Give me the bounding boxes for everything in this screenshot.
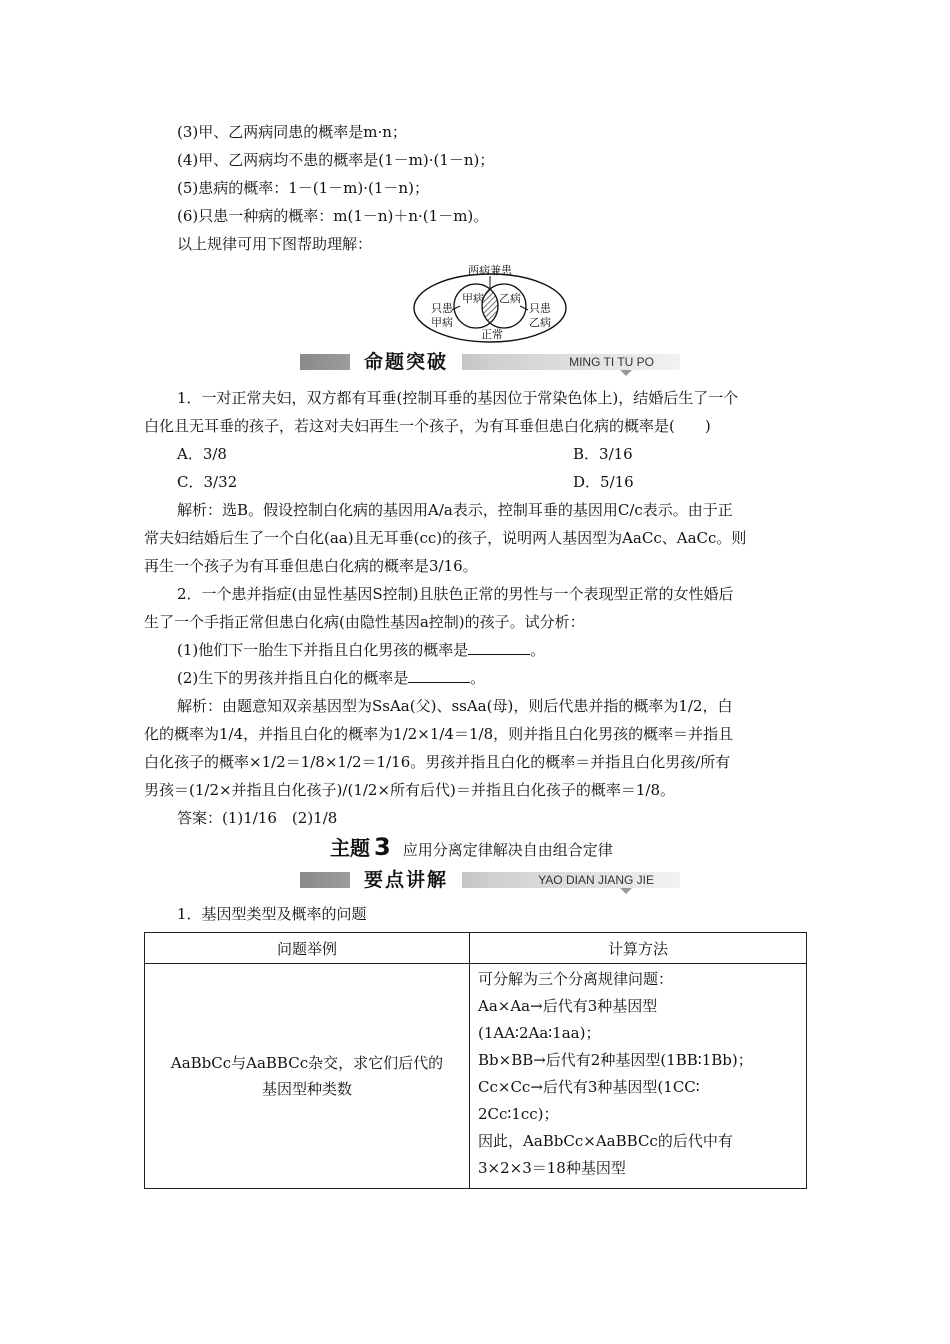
diagram-intro: 以上规律可用下图帮助理解： <box>177 235 373 253</box>
q1-explanation-1: 解析：选B。假设控制白化病的基因用A/a表示，控制耳垂的基因用C/c表示。由于正 <box>177 501 733 519</box>
topic-3-heading: 主题 3 应用分离定律解决自由组合定律 <box>330 833 613 861</box>
venn-diagram <box>410 262 570 344</box>
q1-explanation-3: 再生一个孩子为有耳垂但患白化病的概率是3/16。 <box>144 557 478 575</box>
label-normal: 正常 <box>481 328 503 341</box>
label-b: 乙病 <box>499 292 521 305</box>
q1-option-a: A．3/8 <box>177 445 227 463</box>
label-only-b-2: 乙病 <box>529 316 551 329</box>
rule-5: (5)患病的概率：1－(1－m)·(1－n)； <box>177 179 429 197</box>
table-header-example: 问题举例 <box>145 933 470 964</box>
q2-explanation-2: 化的概率为1/4，并指且白化的概率为1/2×1/4＝1/8，则并指且白化男孩的概率＝并指且 <box>144 725 734 743</box>
banner-yaodian <box>300 866 680 894</box>
label-both: 两病兼患 <box>468 264 512 277</box>
method-cell: 可分解为三个分离规律问题： Aa×Aa→后代有3种基因型 (1AA∶2Aa∶1aa)； Bb×BB→后代有2种基因型(1BB∶1Bb)； Cc×Cc→后代有3种基因型(1CC∶ 2Cc∶1cc)； 因此，AaBbCc×AaBBCc的后代中有 3×2×3＝18种基因型 <box>470 964 807 1189</box>
example-cell: AaBbCc与AaBBCc杂交，求它们后代的 基因型种类数 <box>145 964 470 1189</box>
rule-6: (6)只患一种病的概率：m(1－n)＋n·(1－m)。 <box>177 207 489 225</box>
q2-subquestion-2: (2)生下的男孩并指且白化的概率是 。 <box>177 669 486 687</box>
banner-pinyin: MING TI TU PO <box>569 355 654 369</box>
answer-blank[interactable] <box>468 640 530 655</box>
q2-subquestion-1: (1)他们下一胎生下并指且白化男孩的概率是 。 <box>177 641 546 659</box>
banner-mingti <box>300 348 680 376</box>
triangle-icon <box>620 888 632 894</box>
banner-title: 要点讲解 <box>350 866 462 894</box>
rule-3: (3)甲、乙两病同患的概率是m·n； <box>177 123 407 141</box>
rule-4: (4)甲、乙两病均不患的概率是(1－m)·(1－n)； <box>177 151 495 169</box>
q1-option-d: D．5/16 <box>573 473 634 491</box>
label-only-b-1: 只患 <box>529 302 551 315</box>
table-row <box>145 964 807 1189</box>
banner-pinyin: YAO DIAN JIANG JIE <box>538 873 654 887</box>
q1-option-c: C．3/32 <box>177 473 238 491</box>
method-table <box>144 932 807 1189</box>
q1-option-b: B．3/16 <box>573 445 633 463</box>
q2-explanation-1: 解析：由题意知双亲基因型为SsAa(父)、ssAa(母)，则后代患并指的概率为1/2，白 <box>177 697 733 715</box>
triangle-icon <box>620 370 632 376</box>
q1-stem-1: 1．一对正常夫妇，双方都有耳垂(控制耳垂的基因位于常染色体上)，结婚后生了一个 <box>177 389 739 407</box>
q2-explanation-3: 白化孩子的概率×1/2＝1/8×1/2＝1/16。男孩并指且白化的概率＝并指且白化男孩/所有 <box>144 753 731 771</box>
q2-explanation-4: 男孩＝(1/2×并指且白化孩子)/(1/2×所有后代)＝并指且白化孩子的概率＝1/8。 <box>144 781 676 799</box>
answer-blank[interactable] <box>408 668 470 683</box>
label-only-a-1: 只患 <box>431 302 453 315</box>
table-header-method: 计算方法 <box>470 933 807 964</box>
q2-stem-1: 2．一个患并指症(由显性基因S控制)且肤色正常的男性与一个表现型正常的女性婚后 <box>177 585 734 603</box>
banner-title: 命题突破 <box>350 348 462 376</box>
q2-stem-2: 生了一个手指正常但患白化病(由隐性基因a控制)的孩子。试分析： <box>144 613 585 631</box>
q1-explanation-2: 常夫妇结婚后生了一个白化(aa)且无耳垂(cc)的孩子，说明两人基因型为AaCc、AaCc。则 <box>144 529 747 547</box>
q1-stem-2: 白化且无耳垂的孩子，若这对夫妇再生一个孩子，为有耳垂但患白化病的概率是( ) <box>144 417 711 435</box>
section-1-title: 1．基因型类型及概率的问题 <box>177 905 367 923</box>
q2-answer: 答案：(1)1/16 (2)1/8 <box>177 809 338 827</box>
label-a: 甲病 <box>462 292 484 305</box>
label-only-a-2: 甲病 <box>431 316 453 329</box>
